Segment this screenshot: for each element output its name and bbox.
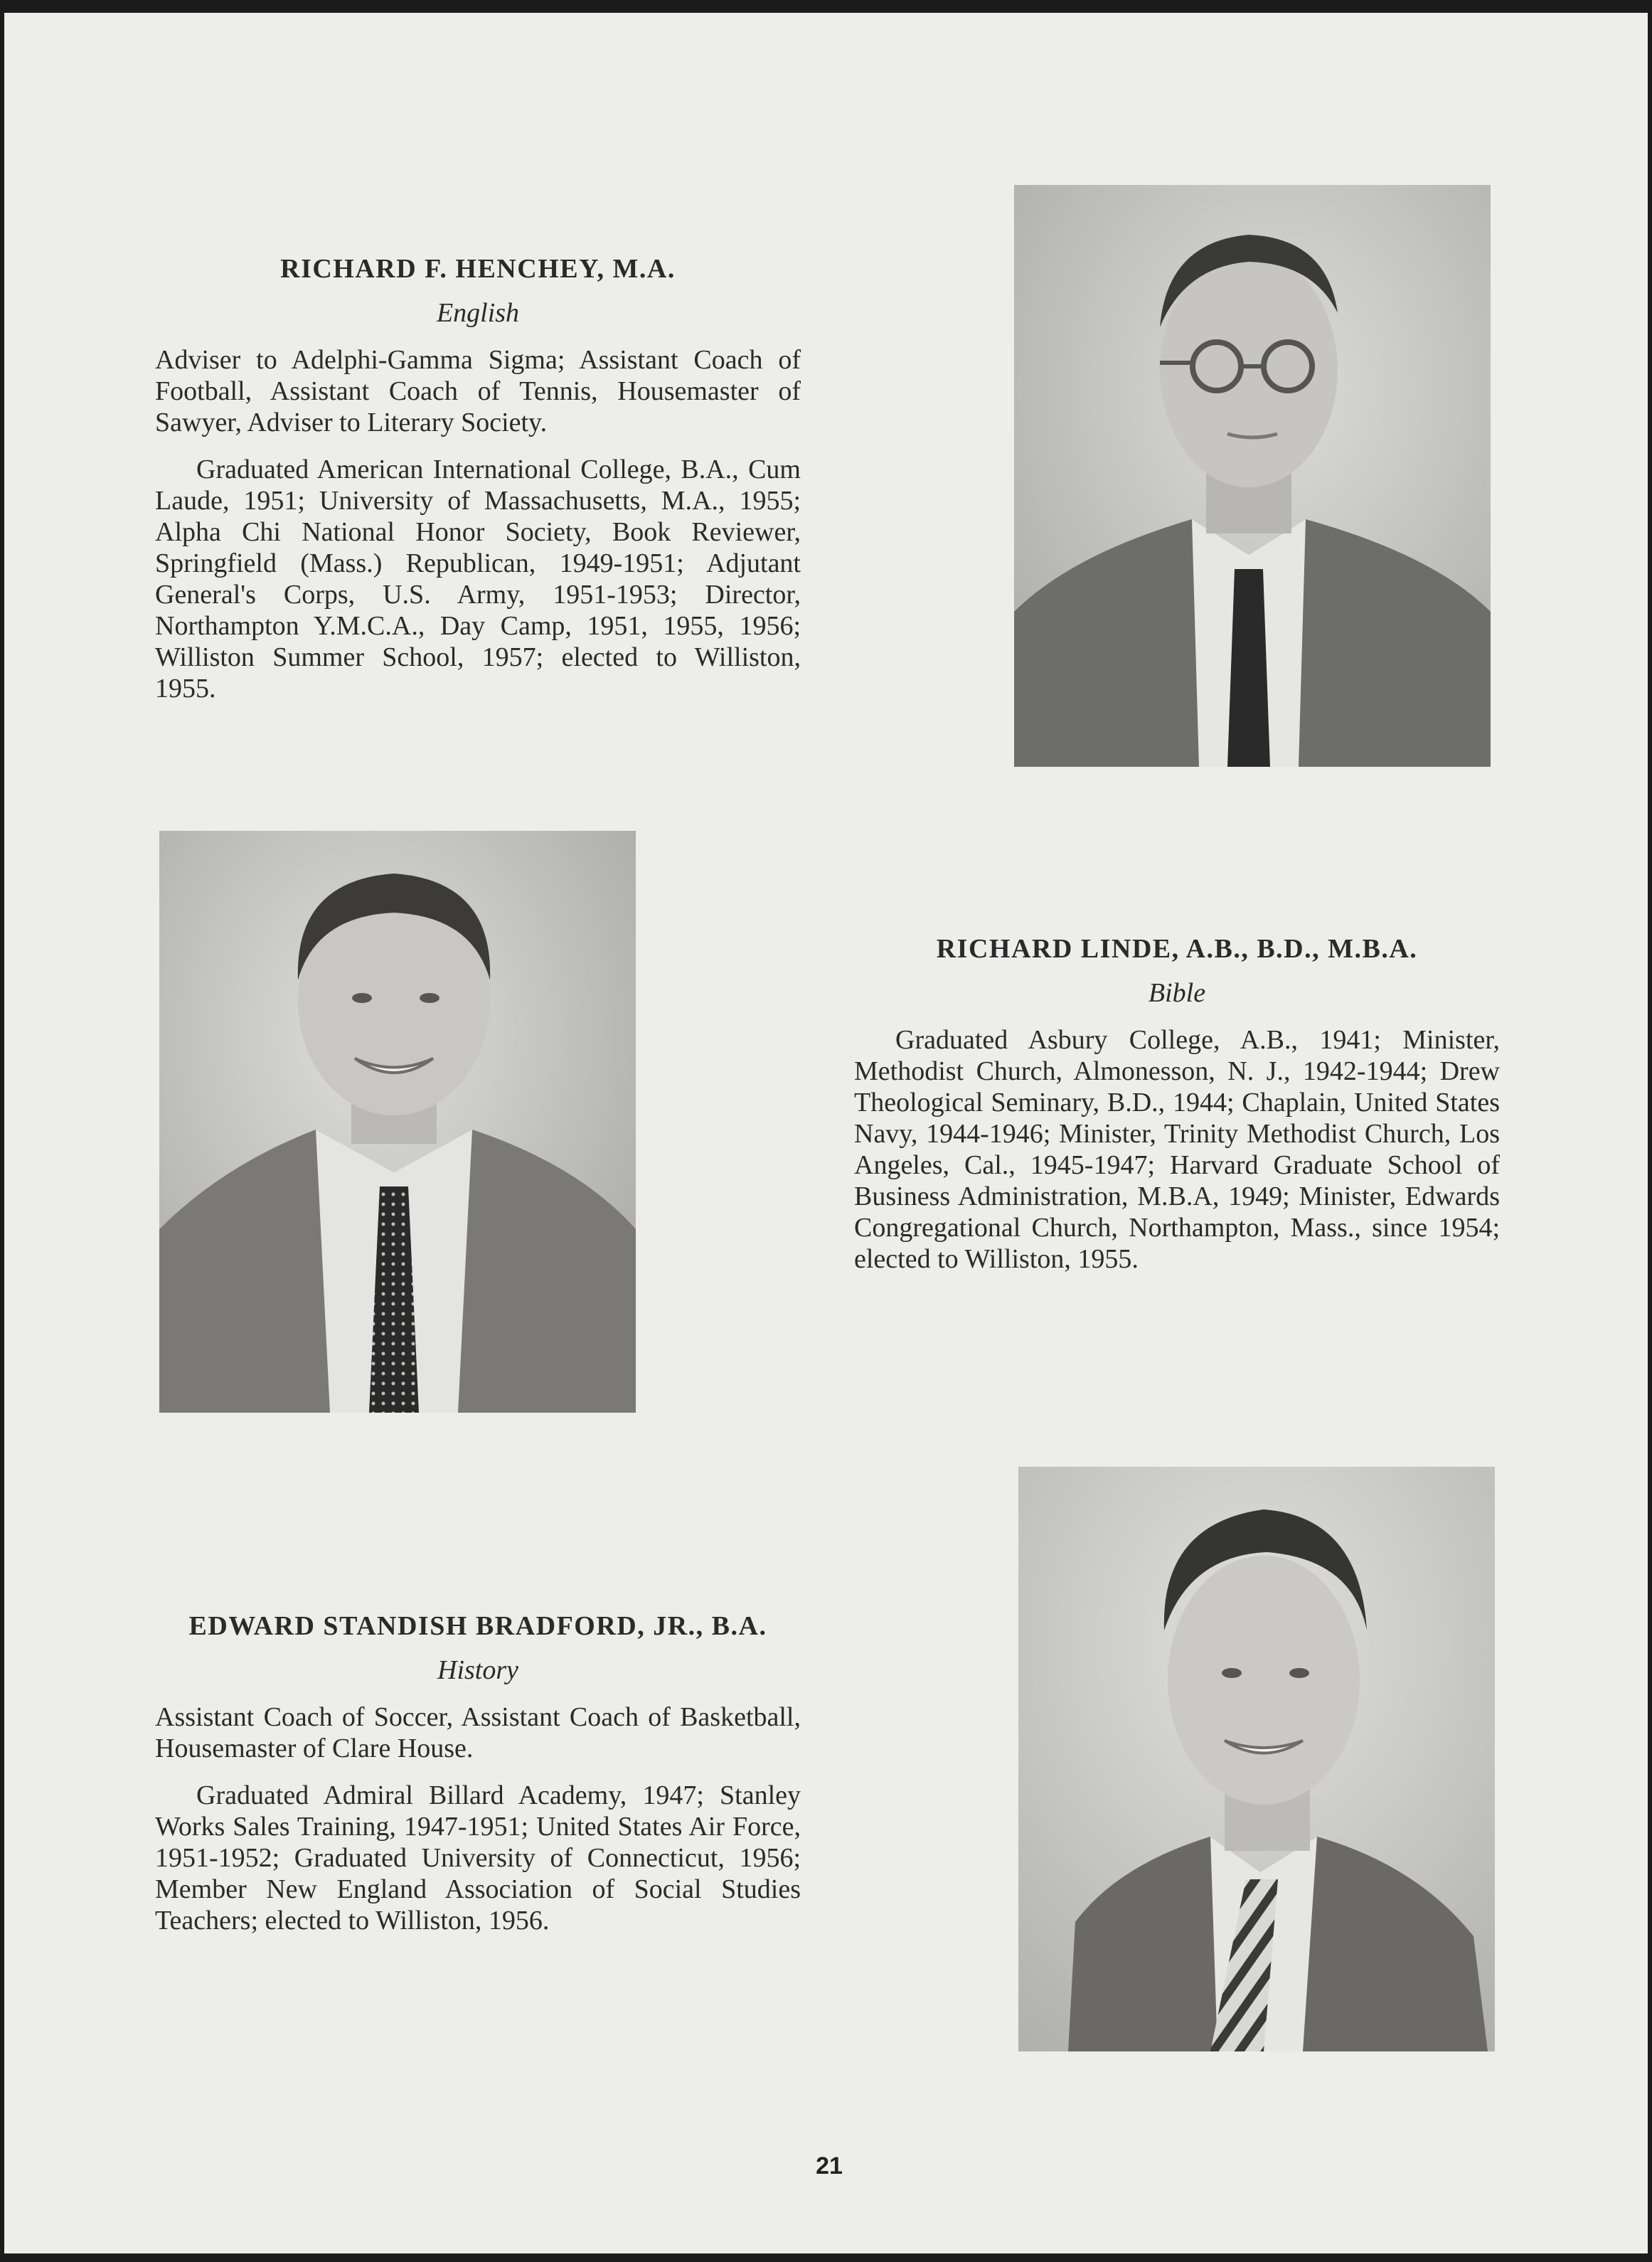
bio-henchey (155, 252, 801, 720)
bio-paragraph: Graduated American International College, B.A., Cum Laude, 1951; University of Massachusetts, M.A., 1955; Alpha Chi National Honor Society, Book Reviewer, Springfield (Mass.) Republican, 1949-1951; Adjutant General's Corps, U.S. Army, 1951-1953; Director, Northampton Y.M.C.A., Day Camp, 1951, 1955, 1956; Williston Summer School, 1957; elected to Williston, 1955. (155, 455, 801, 703)
bio-name: RICHARD F. HENCHEY, M.A. (280, 254, 676, 284)
bio-subject: English (436, 298, 520, 328)
bio-paragraph: Graduated Admiral Billard Academy, 1947; Stanley Works Sales Training, 1947-1951; United States Air Force, 1951-1952; Graduated University of Connecticut, 1956; Member New England Association of Social Studies Teachers; elected to Williston, 1956. (155, 1780, 801, 1936)
bio-name: RICHARD LINDE, A.B., B.D., M.B.A. (936, 934, 1418, 964)
bio-subject: History (437, 1655, 518, 1685)
bio-paragraph: Graduated Asbury College, A.B., 1941; Minister, Methodist Church, Almonesson, N. J., 1942-1944; Drew Theological Seminary, B.D., 1944; Chaplain, United States Navy, 1944-1946; Minister, Trinity Methodist Church, Los Angeles, Cal., 1945-1947; Harvard Graduate School of Business Administration, M.B.A, 1949; Minister, Edwards Congregational Church, Northampton, Mass., since 1954; elected to Williston, 1955. (854, 1025, 1500, 1274)
bio-paragraph: Adviser to Adelphi-Gamma Sigma; Assistant Coach of Football, Assistant Coach of Tennis, Housemaster of Sawyer, Adviser to Literary Society. (155, 345, 801, 437)
bio-bradford (155, 1609, 801, 1952)
bio-name: EDWARD STANDISH BRADFORD, JR., B.A. (188, 1611, 767, 1641)
portrait-linde-image (159, 831, 636, 1413)
portrait-henchey-image (1014, 185, 1491, 767)
bio-paragraph: Assistant Coach of Soccer, Assistant Coach of Basketball, Housemaster of Clare House. (155, 1702, 801, 1763)
bio-linde (854, 932, 1500, 1290)
page-number: 21 (816, 2152, 843, 2179)
portrait-photo-linde (159, 831, 636, 1413)
portrait-photo-henchey (1014, 185, 1491, 767)
portrait-bradford-image (1018, 1467, 1495, 2051)
bio-subject: Bible (1148, 978, 1206, 1008)
yearbook-page (4, 13, 1648, 2253)
portrait-photo-bradford (1018, 1467, 1495, 2051)
